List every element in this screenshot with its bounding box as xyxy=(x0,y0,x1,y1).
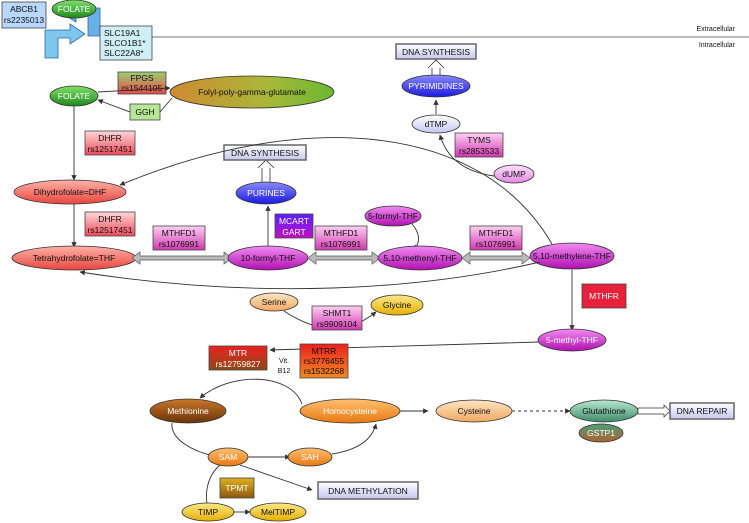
fpgs-label: FPGS xyxy=(130,73,154,83)
glycine-label: Glycine xyxy=(382,300,412,310)
dna-repair-label: DNA REPAIR xyxy=(676,406,728,416)
thf-label: Tetrahydrofolate=THF xyxy=(32,253,116,263)
methyl5-thf-label: 5-methyl-THF xyxy=(546,335,598,345)
mtrr-label: MTRR xyxy=(311,346,337,356)
timp-label: TIMP xyxy=(197,507,219,517)
vit-b12-label-2: B12 xyxy=(277,368,291,375)
ggh-label: GGH xyxy=(135,107,155,117)
folate-label: FOLATE xyxy=(57,91,91,101)
shmt1-snp: rs9909104 xyxy=(316,319,358,329)
dhfr-label-1: DHFR xyxy=(98,133,122,143)
glutathione-label: Glutathione xyxy=(582,406,626,416)
extracellular-label: Extracellular xyxy=(696,26,735,33)
dhfr-snp-1: rs12517451 xyxy=(87,144,133,154)
vit-b12-label-1: Vit. xyxy=(279,358,289,365)
mtrr-snp-2: rs1532268 xyxy=(303,366,345,376)
mthfd1-snp-2: rs1076991 xyxy=(320,239,362,249)
slc22a8-label: SLC22A8* xyxy=(104,48,144,58)
mthfr-label: MTHFR xyxy=(589,291,619,301)
abcb1-label: ABCB1 xyxy=(10,4,38,14)
mthfd1-label-1: MTHFD1 xyxy=(161,228,197,238)
folate-extracellular-label: FOLATE xyxy=(57,4,91,14)
formyl5-thf-label: 5-formyl-THF xyxy=(367,211,419,221)
dna-synthesis-label-1: DNA SYNTHESIS xyxy=(230,148,300,158)
mtrr-snp-1: rs3776455 xyxy=(303,356,345,366)
pyrimidines-label: PYRIMIDINES xyxy=(408,81,464,91)
methionine-label: Methionine xyxy=(167,406,209,416)
dhf-label: Dihydrofolate=DHF xyxy=(33,187,107,197)
shmt1-label: SHMT1 xyxy=(322,308,352,318)
dump-label: dUMP xyxy=(502,169,526,179)
dhfr-label-2: DHFR xyxy=(98,214,122,224)
mthfd1-label-3: MTHFD1 xyxy=(478,228,514,238)
slco1b1-label: SLCO1B1* xyxy=(104,38,146,48)
fpgs-snp: rs1544105 xyxy=(121,83,163,93)
abcb1-snp: rs2235013 xyxy=(3,15,45,25)
intracellular-label: Intracellular xyxy=(698,42,735,49)
purines-label: PURINES xyxy=(247,188,285,198)
gart-label: GART xyxy=(282,227,306,237)
folyl-poly-glutamate-label: Folyl-poly-gamma-glutamate xyxy=(198,87,306,97)
methenyl-thf-label: 5,10-methenyl-THF xyxy=(383,253,457,263)
sam-label: SAM xyxy=(218,452,238,462)
formyl10-thf-label: 10-formyl-THF xyxy=(240,253,296,263)
cysteine-label: Cysteine xyxy=(457,406,491,416)
tyms-label: TYMS xyxy=(467,135,491,145)
mthfd1-snp-3: rs1076991 xyxy=(475,239,517,249)
mthfd1-snp-1: rs1076991 xyxy=(158,239,200,249)
homocysteine-label: Homocysteine xyxy=(323,406,377,416)
methylene-thf-label: 5,10-methylene-THF xyxy=(533,251,611,261)
slc19a1-label: SLC19A1 xyxy=(104,28,141,38)
sah-label: SAH xyxy=(301,452,319,462)
meltimp-label: MelTIMP xyxy=(261,507,295,517)
dna-synthesis-label-2: DNA SYNTHESIS xyxy=(401,47,471,57)
dna-methylation-label: DNA METHYLATION xyxy=(328,486,408,496)
dtmp-label: dTMP xyxy=(424,119,448,129)
gstp1-label: GSTP1 xyxy=(587,428,615,438)
tpmt-label: TPMT xyxy=(225,483,249,493)
dhfr-snp-2: rs12517451 xyxy=(87,225,133,235)
atic-label: MCART xyxy=(278,216,310,226)
serine-label: Serine xyxy=(261,297,287,307)
tyms-snp: rs2853533 xyxy=(458,146,500,156)
mtr-label: MTR xyxy=(228,348,248,358)
mtr-snp: rs12759827 xyxy=(215,359,261,369)
mthfd1-label-2: MTHFD1 xyxy=(323,228,359,238)
